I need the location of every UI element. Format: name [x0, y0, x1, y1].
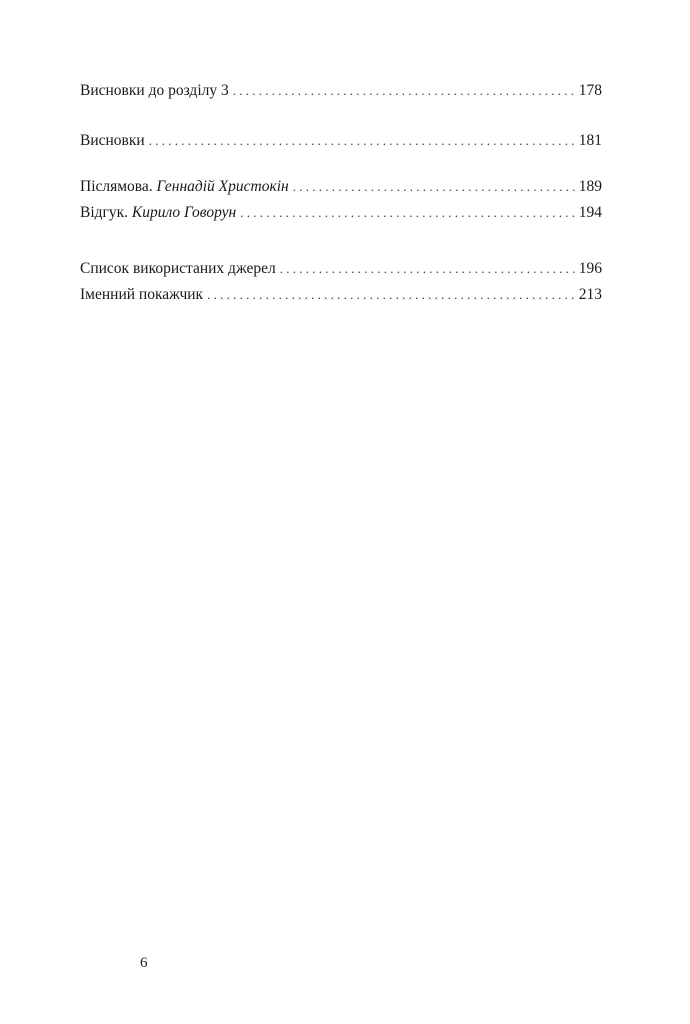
- toc-entry-page: 213: [578, 286, 602, 303]
- table-of-contents: [80, 78, 602, 308]
- toc-entry-title: Відгук. Кирило Говорун: [80, 204, 237, 221]
- toc-entry-title: Список використаних джерел: [80, 260, 276, 277]
- toc-entry-title: Іменний покажчик: [80, 286, 204, 303]
- toc-leader-dots: [149, 128, 575, 154]
- toc-entry-page: 196: [578, 260, 602, 277]
- toc-entry-page: 194: [578, 204, 602, 221]
- toc-entry-title: Висновки: [80, 132, 145, 149]
- toc-entry-name-index[interactable]: [80, 282, 602, 308]
- toc-leader-dots: [293, 174, 575, 200]
- toc-entry-afterword[interactable]: [80, 174, 602, 200]
- toc-entry-author: Геннадій Христокін: [156, 178, 289, 195]
- toc-entry-page: 181: [578, 132, 602, 149]
- toc-leader-dots: [280, 256, 575, 282]
- toc-entry-conclusions[interactable]: [80, 128, 602, 154]
- toc-leader-dots: [240, 200, 575, 226]
- toc-entry-page: 189: [578, 178, 602, 195]
- toc-entry-page: 178: [578, 82, 602, 99]
- toc-leader-dots: [207, 282, 575, 308]
- toc-leader-dots: [233, 78, 575, 104]
- toc-entry-title: Висновки до розділу 3: [80, 82, 229, 99]
- toc-entry-review[interactable]: [80, 200, 602, 226]
- toc-entry-title: Післямова. Геннадій Христокін: [80, 178, 289, 195]
- page-number: 6: [140, 955, 148, 971]
- toc-entry-bibliography[interactable]: [80, 256, 602, 282]
- toc-entry-author: Кирило Говорун: [131, 204, 237, 221]
- toc-entry-conclusions-chapter-3[interactable]: [80, 78, 602, 104]
